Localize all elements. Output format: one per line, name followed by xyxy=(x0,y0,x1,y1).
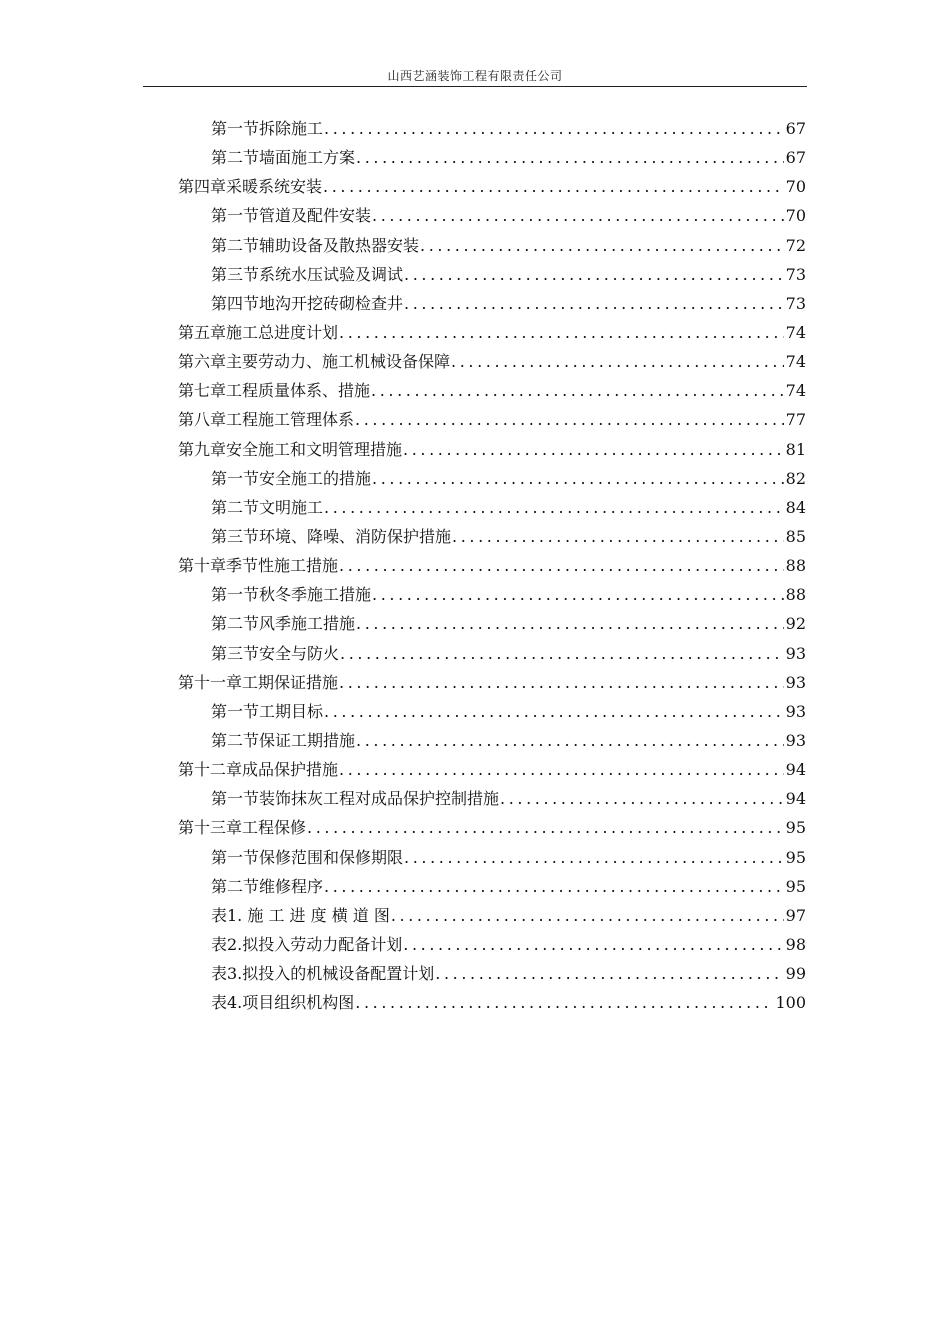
toc-page-number: 93 xyxy=(785,730,806,750)
toc-entry-title: 工程施工管理体系 xyxy=(226,410,355,430)
dot-leader xyxy=(324,697,784,726)
toc-entry-title: 表3.拟投入的机械设备配置计划 xyxy=(211,964,435,984)
dot-leader xyxy=(340,639,784,668)
dot-leader xyxy=(403,435,784,464)
toc-page-number: 95 xyxy=(785,818,806,838)
toc-entry-title: 装饰抹灰工程对成品保护控制措施 xyxy=(259,789,500,809)
toc-section-entry xyxy=(178,143,806,172)
dot-leader xyxy=(307,813,784,842)
toc-page-number: 88 xyxy=(785,585,806,605)
dot-leader xyxy=(324,493,784,522)
toc-page-number: 94 xyxy=(785,760,806,780)
toc-entry-number: 第十一章 xyxy=(178,672,243,692)
toc-entry-number: 第六章 xyxy=(178,352,227,372)
toc-entry-title: 安全与防火 xyxy=(259,643,340,663)
toc-entry-title: 表2.拟投入劳动力配备计划 xyxy=(211,934,403,954)
toc-entry-number: 第一节 xyxy=(211,585,260,605)
toc-section-entry xyxy=(178,639,806,668)
dot-leader xyxy=(404,289,784,318)
toc-entry-number: 第一节 xyxy=(211,701,260,721)
toc-entry-number: 第二节 xyxy=(211,148,260,168)
toc-entry-number: 第三节 xyxy=(211,526,260,546)
toc-entry-title: 工程质量体系、措施 xyxy=(226,381,371,401)
dot-leader xyxy=(403,930,783,959)
toc-chapter-entry xyxy=(178,668,806,697)
toc-section-entry xyxy=(178,231,806,260)
toc-chapter-entry xyxy=(178,347,806,376)
toc-entry-title: 保证工期措施 xyxy=(259,730,356,750)
toc-chapter-entry xyxy=(178,435,806,464)
toc-entry-number: 第一节 xyxy=(211,789,260,809)
toc-page-number: 94 xyxy=(785,789,806,809)
dot-leader xyxy=(324,872,784,901)
toc-page-number: 74 xyxy=(785,352,806,372)
toc-chapter-entry xyxy=(178,376,806,405)
toc-entry-title: 秋冬季施工措施 xyxy=(259,585,372,605)
toc-entry-title: 维修程序 xyxy=(259,876,324,896)
toc-entry-title: 安全施工和文明管理措施 xyxy=(226,439,403,459)
page-header xyxy=(143,66,807,87)
dot-leader xyxy=(339,318,784,347)
toc-entry-number: 第二节 xyxy=(211,497,260,517)
toc-entry-title: 采暖系统安装 xyxy=(226,177,323,197)
toc-page-number: 97 xyxy=(785,905,806,925)
toc-page-number: 82 xyxy=(785,468,806,488)
toc-page-number: 70 xyxy=(785,177,806,197)
toc-entry-number: 第九章 xyxy=(178,439,227,459)
toc-entry-title: 风季施工措施 xyxy=(259,614,356,634)
table-of-contents xyxy=(178,114,806,1017)
dot-leader xyxy=(451,347,784,376)
toc-entry-number: 第二节 xyxy=(211,876,260,896)
toc-section-entry xyxy=(178,609,806,638)
toc-page-number: 74 xyxy=(785,322,806,342)
dot-leader xyxy=(452,522,784,551)
dot-leader xyxy=(356,726,784,755)
toc-section-entry xyxy=(178,726,806,755)
toc-entry-title: 拆除施工 xyxy=(259,119,324,138)
toc-entry-title: 系统水压试验及调试 xyxy=(259,264,404,284)
toc-section-entry xyxy=(178,201,806,230)
toc-entry-number: 第一节 xyxy=(211,119,260,138)
toc-page-number: 73 xyxy=(785,293,806,313)
toc-section-entry xyxy=(178,580,806,609)
dot-leader xyxy=(404,260,784,289)
toc-page-number: 85 xyxy=(785,526,806,546)
dot-leader xyxy=(372,580,784,609)
toc-page-number: 93 xyxy=(785,672,806,692)
toc-page-number: 92 xyxy=(785,614,806,634)
toc-page-number: 93 xyxy=(785,643,806,663)
toc-entry-title: 工期目标 xyxy=(259,701,324,721)
dot-leader xyxy=(323,172,784,201)
toc-chapter-entry xyxy=(178,813,806,842)
toc-entry-number: 第一节 xyxy=(211,206,260,226)
dot-leader xyxy=(404,843,784,872)
toc-entry-number: 第十二章 xyxy=(178,760,243,780)
toc-entry-title: 表4.项目组织机构图 xyxy=(211,993,355,1013)
toc-page-number: 99 xyxy=(785,964,806,984)
toc-section-entry xyxy=(178,959,806,988)
toc-chapter-entry xyxy=(178,405,806,434)
toc-entry-title: 管道及配件安装 xyxy=(259,206,372,226)
toc-entry-number: 第七章 xyxy=(178,381,227,401)
toc-section-entry xyxy=(178,289,806,318)
toc-page-number: 81 xyxy=(785,439,806,459)
dot-leader xyxy=(500,784,784,813)
toc-page-number: 72 xyxy=(785,235,806,255)
toc-entry-title: 地沟开挖砖砌检查井 xyxy=(259,293,404,313)
toc-entry-number: 第三节 xyxy=(211,264,260,284)
toc-entry-title: 季节性施工措施 xyxy=(226,556,339,576)
dot-leader xyxy=(339,551,784,580)
toc-page-number: 93 xyxy=(785,701,806,721)
toc-entry-title: 成品保护措施 xyxy=(242,760,339,780)
toc-entry-number: 第四章 xyxy=(178,177,227,197)
toc-section-entry xyxy=(178,784,806,813)
dot-leader xyxy=(339,755,784,784)
toc-entry-title: 保修范围和保修期限 xyxy=(259,847,404,867)
toc-section-entry xyxy=(178,872,806,901)
toc-page-number: 88 xyxy=(785,556,806,576)
toc-entry-number: 第五章 xyxy=(178,322,227,342)
dot-leader xyxy=(372,464,784,493)
toc-section-entry xyxy=(178,464,806,493)
dot-leader xyxy=(371,376,784,405)
toc-entry-title: 墙面施工方案 xyxy=(259,148,356,168)
toc-entry-title: 主要劳动力、施工机械设备保障 xyxy=(226,352,451,372)
toc-entry-title: 辅助设备及散热器安装 xyxy=(259,235,420,255)
dot-leader xyxy=(372,201,784,230)
dot-leader xyxy=(355,405,784,434)
toc-entry-title: 施工总进度计划 xyxy=(226,322,339,342)
toc-page-number: 95 xyxy=(785,876,806,896)
toc-section-entry xyxy=(178,697,806,726)
dot-leader xyxy=(324,114,784,143)
toc-entry-title: 安全施工的措施 xyxy=(259,468,372,488)
toc-entry-number: 第二节 xyxy=(211,730,260,750)
toc-section-entry xyxy=(178,522,806,551)
toc-chapter-entry xyxy=(178,755,806,784)
dot-leader xyxy=(435,959,783,988)
toc-entry-number: 第二节 xyxy=(211,614,260,634)
dot-leader xyxy=(391,901,784,930)
toc-entry-number: 第一节 xyxy=(211,468,260,488)
dot-leader xyxy=(355,988,773,1017)
toc-section-entry xyxy=(178,493,806,522)
toc-page-number: 77 xyxy=(785,410,806,430)
toc-page-number: 84 xyxy=(785,497,806,517)
toc-page-number: 98 xyxy=(785,934,806,954)
toc-entry-title: 工程保修 xyxy=(242,818,307,838)
toc-entry-title: 表1. 施 工 进 度 横 道 图 xyxy=(211,905,390,925)
toc-chapter-entry xyxy=(178,318,806,347)
toc-section-entry xyxy=(178,930,806,959)
toc-page-number: 100 xyxy=(775,993,806,1013)
toc-section-entry xyxy=(178,114,806,143)
toc-section-entry xyxy=(178,843,806,872)
toc-entry-number: 第三节 xyxy=(211,643,260,663)
toc-page-number: 67 xyxy=(785,148,806,168)
toc-page-number: 73 xyxy=(785,264,806,284)
toc-entry-title: 环境、降噪、消防保护措施 xyxy=(259,526,452,546)
toc-entry-number: 第十三章 xyxy=(178,818,243,838)
toc-chapter-entry xyxy=(178,551,806,580)
dot-leader xyxy=(339,668,784,697)
toc-section-entry xyxy=(178,988,806,1017)
toc-entry-number: 第二节 xyxy=(211,235,260,255)
toc-entry-title: 工期保证措施 xyxy=(242,672,339,692)
toc-page-number: 95 xyxy=(785,847,806,867)
toc-chapter-entry xyxy=(178,172,806,201)
toc-page-number: 70 xyxy=(785,206,806,226)
toc-page-number: 67 xyxy=(785,119,806,138)
dot-leader xyxy=(356,609,784,638)
toc-section-entry xyxy=(178,901,806,930)
toc-section-entry xyxy=(178,260,806,289)
toc-entry-title: 文明施工 xyxy=(259,497,324,517)
company-name: 山西艺涵装饰工程有限责任公司 xyxy=(387,69,563,83)
toc-page-number: 74 xyxy=(785,381,806,401)
toc-entry-number: 第一节 xyxy=(211,847,260,867)
dot-leader xyxy=(420,231,784,260)
toc-entry-number: 第八章 xyxy=(178,410,227,430)
toc-entry-number: 第十章 xyxy=(178,556,227,576)
toc-entry-number: 第四节 xyxy=(211,293,260,313)
dot-leader xyxy=(356,143,784,172)
